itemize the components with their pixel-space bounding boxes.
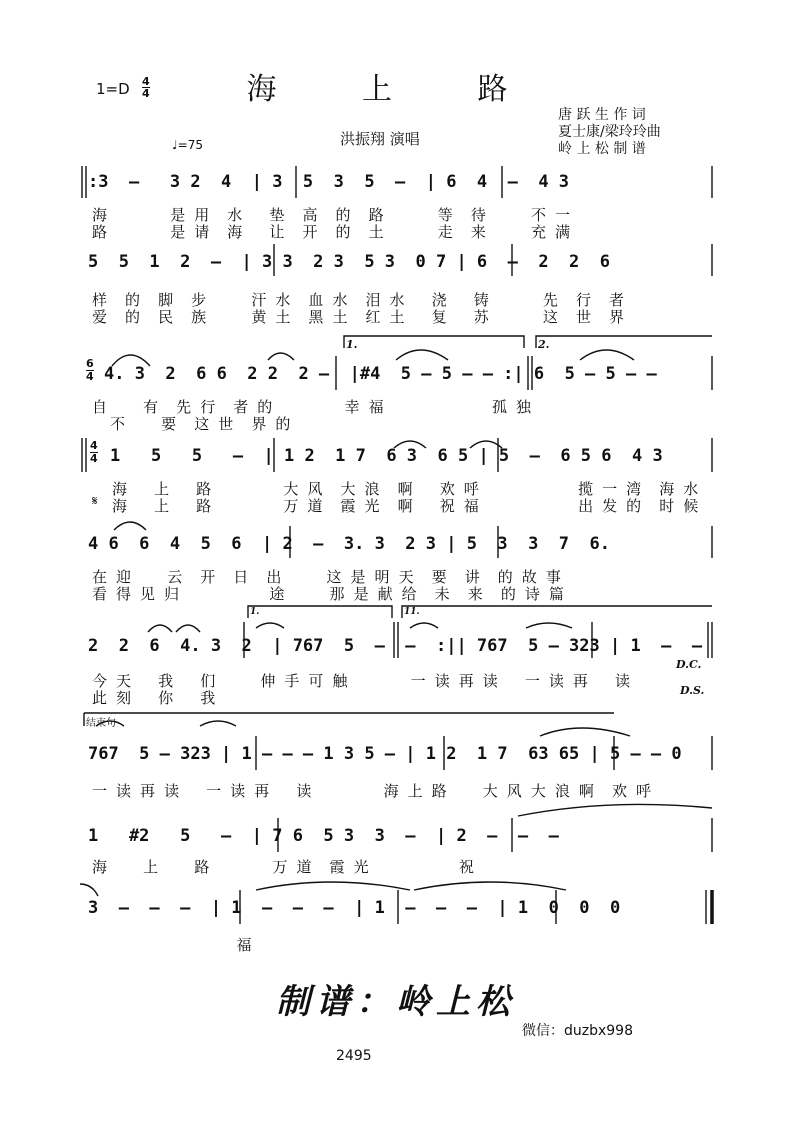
lyric-row-6-verse-2: 此 刻 你 我 — [92, 689, 216, 707]
tempo-mark: ♩=75 — [172, 138, 203, 152]
lyric-row-8: 海 上 路 万 道 霞 光 祝 — [92, 858, 474, 876]
notes-row-6: 2 2 6 4. 3 2 | 767 5 – – :|| 767 5 – 323 | 1 – – — [88, 636, 703, 656]
time-bottom: 4 — [142, 87, 150, 100]
lyric-row-4-verse-1: 海 上 路 大 风 大 浪 啊 欢 呼 揽 一 湾 海 水 — [112, 480, 699, 498]
time-change-bottom: 4 — [86, 370, 94, 383]
notes-row-3: 4. 3 2 6 6 2 2 2 – |#4 5 – 5 – – :| 6 5 – 5 – – — [104, 364, 657, 384]
time-change-2-top: 4 — [90, 439, 98, 452]
lyric-row-5-verse-1: 在 迎 云 开 日 出 这 是 明 天 要 讲 的 故 事 — [92, 568, 561, 586]
time-change-4-4 — [90, 440, 98, 465]
notes-row-1: :3 – 3 2 4 | 3 5 3 5 – | 6 4 – 4 3 — [88, 172, 570, 192]
key-signature: 1=D — [96, 80, 130, 98]
dc-mark: D.C. — [676, 658, 702, 671]
ds-mark: D.S. — [680, 684, 705, 697]
singer-credit: 洪振翔 演唱 — [340, 130, 420, 148]
transcriber-signature: 制谱：岭上松 — [276, 982, 516, 1022]
lyric-row-4-verse-2: 海 上 路 万 道 霞 光 啊 祝 福 出 发 的 时 候 — [112, 497, 699, 515]
transcriber-credit: 岭 上 松 制 谱 — [558, 141, 646, 157]
time-change-top: 6 — [86, 357, 94, 370]
notes-row-7: 767 5 – 323 | 1 – – – 1 3 5 – | 1 2 1 7 63 65 | 5 – – 0 — [88, 744, 682, 764]
lyric-row-3-verse-2: 不 要 这 世 界 的 — [92, 415, 291, 433]
notes-row-5: 4 6 6 4 5 6 | 2 – 3. 3 2 3 | 5 3 3 7 6. — [88, 534, 610, 554]
notes-row-2: 5 5 1 2 – | 3 3 2 3 5 3 0 7 | 6 – 2 2 6 — [88, 252, 610, 272]
wechat-contact: 微信：duzbx998 — [522, 1023, 634, 1039]
volta-2b-label: 11. — [404, 607, 420, 617]
segno-sign: 𝄋 — [92, 494, 98, 509]
ending-label: 结束句 — [86, 718, 116, 729]
composer-credit: 夏士康/梁玲玲曲 — [558, 124, 661, 140]
volta-2-label: 2. — [538, 338, 550, 351]
lyric-row-7: 一 读 再 读 一 读 再 读 海 上 路 大 风 大 浪 啊 欢 呼 — [92, 782, 651, 800]
lyricist-credit: 唐 跃 生 作 词 — [558, 107, 646, 123]
song-title: 海 上 路 — [246, 72, 546, 107]
notes-row-8: 1 #2 5 – | 7 6 5 3 3 – | 2 – – – — [88, 826, 559, 846]
lyric-row-2-verse-1: 样 的 脚 步 汗 水 血 水 泪 水 浇 铸 先 行 者 — [92, 291, 625, 309]
lyric-row-5-verse-2: 看 得 见 归 途 那 是 献 给 未 来 的 诗 篇 — [92, 585, 564, 603]
time-change-2-bottom: 4 — [90, 452, 98, 465]
volta-1b-label: 1. — [250, 607, 260, 617]
time-change-6-4 — [86, 358, 94, 383]
lyric-row-2-verse-2: 爱 的 民 族 黄 土 黑 土 红 土 复 苏 这 世 界 — [92, 308, 625, 326]
volta-1-label: 1. — [346, 338, 358, 351]
lyric-row-1-verse-1: 海 是 用 水 垫 高 的 路 等 待 不 一 — [92, 206, 571, 224]
notes-row-9: 3 – – – | 1 – – – | 1 – – – | 1 0 0 0 — [88, 898, 621, 918]
lyric-row-9: 福 — [92, 936, 252, 954]
notes-row-4: 1 5 5 – | 1 2 1 7 6 3 6 5 | 5 – 6 5 6 4 3 — [110, 446, 663, 466]
page-number: 2495 — [336, 1048, 372, 1064]
lyric-row-3-verse-1: 自 有 先 行 者 的 幸 福 孤 独 — [92, 398, 531, 416]
lyric-row-6-verse-1: 今 天 我 们 伸 手 可 触 一 读 再 读 一 读 再 读 — [92, 672, 631, 690]
time-top: 4 — [142, 75, 150, 88]
lyric-row-1-verse-2: 路 是 请 海 让 开 的 土 走 来 充 满 — [92, 223, 571, 241]
